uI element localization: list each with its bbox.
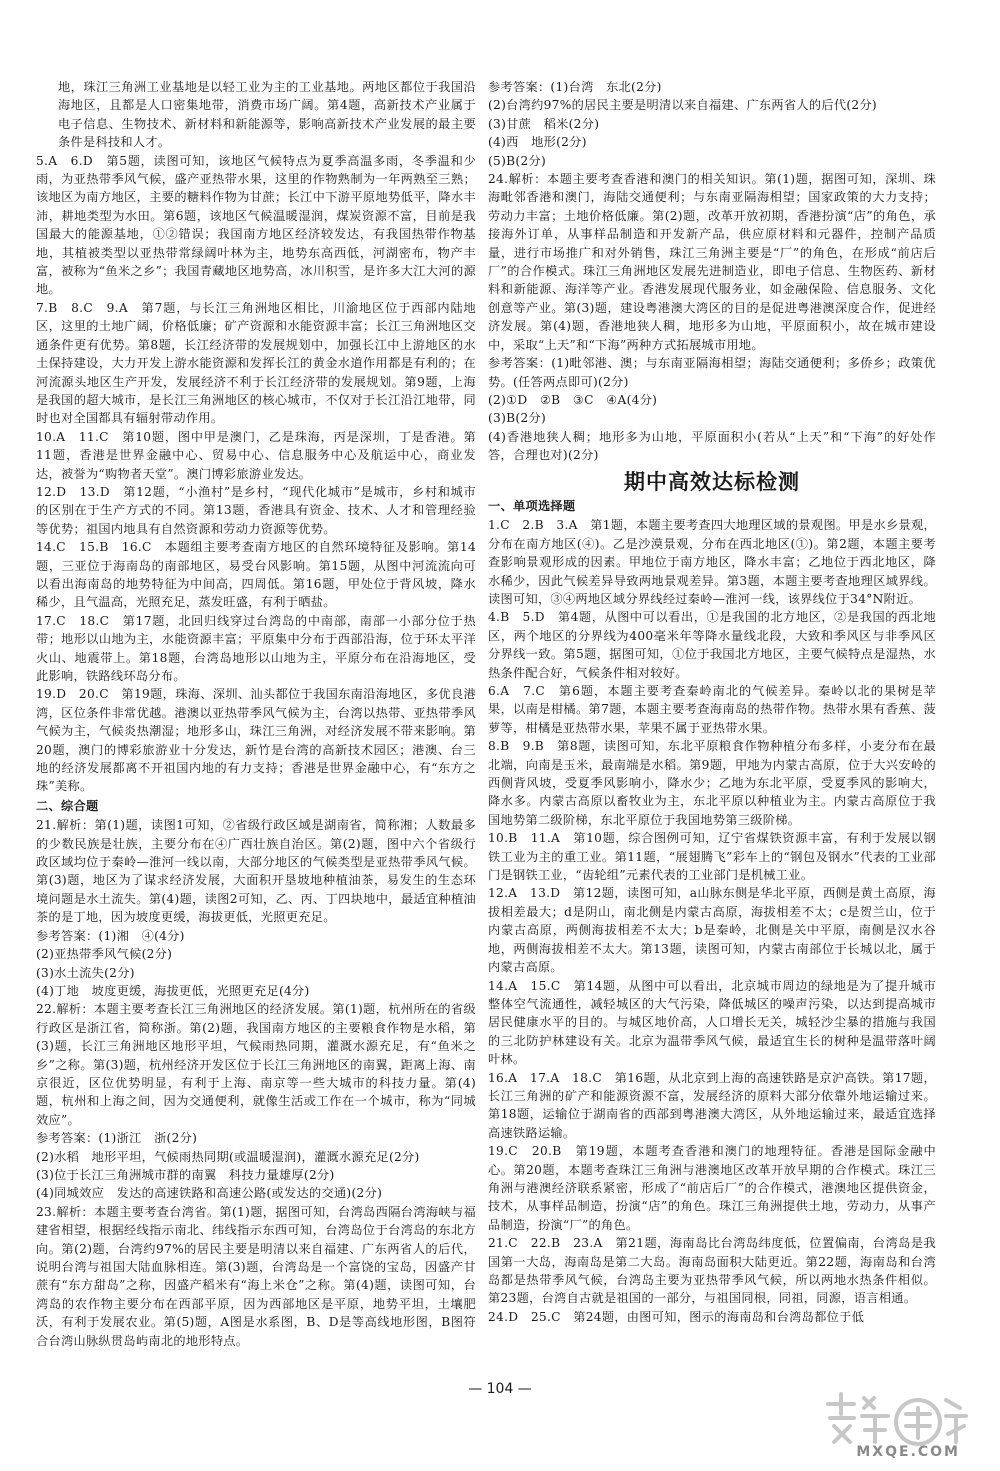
paragraph: 16.A 17.A 18.C 第16题，从北京到上海的高速铁路是京沪高铁。第17题，长江三角洲的矿产和能源资源不富，发展经济的原料大部分依靠外地运输过来。第18题，运输位于湖南省的西部到粤港澳大湾区，从外地运输过来，最适宜选择高速铁路运输。 bbox=[488, 1070, 936, 1140]
section-title: 期中高效达标检测 bbox=[624, 469, 800, 494]
paragraph: 14.C 15.B 16.C 本题组主要考查南方地区的自然环境特征及影响。第14题，三亚位于海南岛的南部地区，易受台风影响。第15题，从图中河流流向可以看出海南岛的地势特征为中间高，四周低。第16题，甲处位于背风坡，降水稀少，且气温高，光照充足，蒸发旺盛，有利于晒盐。 bbox=[36, 540, 476, 610]
paragraph: (3)位于长江三角洲城市群的南翼 科技力量雄厚(2分) bbox=[36, 1167, 335, 1182]
paragraph: 14.A 15.C 第14题，从图中可以看出，北京城市周边的绿地是为了提升城市整体空气流通性，减轻城区的大气污染，降低城区的噪声污染，以达到提高城市居民健康水平的目的。与城区地价高，人口增长无关，城轻沙尘暴的措施与我国的三北防护林建设有关。北京为温带季风气候，最适宜生长的树种是温带落叶阔叶林。 bbox=[488, 978, 936, 1067]
paragraph: 地，珠江三角洲工业基地是以轻工业为主的工业基地。两地区都位于我国沿海地区，且都是人口密集地带，消费市场广阔。第4题，高新技术产业属于电子信息、生物技术、新材料和新能源等，影响高新技术产业发展的最主要条件是科技和人才。 bbox=[58, 80, 476, 150]
paragraph: (4)丁地 坡度更缓，海拔更低，光照更充足(4分) bbox=[36, 983, 310, 998]
answer-line: 参考答案：(1)台湾 东北(2分) bbox=[488, 80, 662, 94]
paragraph: 24.解析：本题主要考查香港和澳门的相关知识。第(1)题，据图可知，深圳、珠海毗邻香港和澳门，海陆交通便利；与东南亚隔海相望；国家政策的大力支持；劳动力丰富；土地价格低廉。第(2)题，改革开放初期，香港扮演“店”的角色，承接海外订单，从事样品制造和开发新产品，供应原材料和元器件，控制产品质量，进行市场推广和对外销售，珠江三角洲主要是“厂”的角色，在形成“前店后厂”的合作模式。珠江三角洲地区发展先进制造业，即电子信息、生物医药、新材料和新能源、海洋等产业。香港发展现代服务业，如金融保险、信息服务、文化创意等产业。第(3)题，建设粤港澳大湾区的目的是促进粤港澳深度合作，促进经济发展。第(4)题，香港地狭人稠，地形多为山地，平原面积小，故在城市建设中，采取“上天”和“下海”两种方式拓展城市用地。 bbox=[488, 172, 936, 352]
right-column bbox=[488, 78, 936, 1326]
paragraph: (2)台湾约97%的居民主要是明清以来自福建、广东两省人的后代(2分) bbox=[488, 98, 877, 113]
section-heading: 二、综合题 bbox=[36, 798, 99, 813]
paragraph: 12.A 13.D 第12题，读图可知，a山脉东侧是华北平原，西侧是黄土高原，海拔相差最大；d是阴山，南北侧是内蒙古高原，海拔相差不太；c是贺兰山，位于内蒙古高原，两侧海拔相差不太大；b是秦岭，北侧是关中平原，南侧是汉水谷地，两侧海拔相差不太大。第13题，读图可知，内蒙古南部位于长城以北，属于内蒙古高原。 bbox=[488, 886, 936, 975]
paragraph: 6.A 7.C 第6题，本题主要考查秦岭南北的气候差异。秦岭以北的果树是苹果，以南是柑橘。第7题，本题主要考查海南岛的热带作物。热带水果有香蕉、菠萝等，柑橘是亚热带水果，苹果不属于亚热带水果。 bbox=[488, 684, 936, 735]
paragraph: 24.D 25.C 第24题，由图可知，图示的海南岛和台湾岛都位于低 bbox=[488, 1309, 865, 1324]
paragraph: 22.解析：本题主要考查长江三角洲地区的经济发展。第(1)题，杭州所在的省级行政区是浙江省，简称浙。第(2)题，我国南方地区的主要粮食作物是水稻，第(3)题，长江三角洲地区地形平坦，气候雨热同期，灌溉水源充足，有“鱼米之乡”之称。第(3)题，杭州经济开发区位于长江三角洲地区的南翼，距离上海、南京很近，区位优势明显，有利于上海、南京等一些大城市的科技力量。第(4)题，杭州和上海之间，因为交通便利，就像生活或工作在一个城市，称为“同城效应”。 bbox=[36, 1002, 476, 1127]
paragraph: 12.D 13.D 第12题，“小渔村”是乡村，“现代化城市”是城市，乡村和城市的区别在于生产方式的不同。第13题，香港具有资金、技术、人才和管理经验等优势；祖国内地具有自然资源和劳动力资源等优势。 bbox=[36, 484, 476, 536]
paragraph: (4)西 地形(2分) bbox=[488, 135, 587, 150]
paragraph: 8.B 9.B 第8题，读图可知，东北平原粮食作物种植分布多样，小麦分布在最北端，向南是玉米，最南端是水稻。第9题，甲地为内蒙古高原，位于大兴安岭的西侧背风坡，受夏季风影响小，降水少；乙地为东北平原，受夏季风的影响大，降水多。内蒙古高原以畜牧业为主，东北平原以种植业为主。内蒙古高原位于我国地势第二级阶梯，东北平原位于我国地势第三级阶梯。 bbox=[488, 739, 936, 827]
paragraph: 7.B 8.C 9.A 第7题，与长江三角洲地区相比，川渝地区位于西部内陆地区，这里的土地广阔，价格低廉；矿产资源和水能资源丰富；长江三角洲地区交通条件更有优势。第8题，长江经济带的发展规划中，加强长江中上游地区的水土保持建设，大力开发上游水能资源和发挥长江的黄金水道作用都是有利的；在河流源头地区生产开发，发展经济不利于长江经济带的发展规划。第9题，上海是我国的超大城市，是长江三角洲地区的核心城市，不仅对于长江沿江地带，同时也对全国都具有辐射带动作用。 bbox=[36, 300, 476, 426]
paragraph: (3)甘蔗 稻米(2分) bbox=[488, 116, 600, 131]
answer-line: 参考答案：(1)毗邻港、澳；与东南亚隔海相望；海陆交通便利；多侨乡；政策优势。(任答两点即可)(2分) bbox=[488, 356, 936, 389]
paragraph: 21.C 22.B 23.A 第21题，海南岛比台湾岛纬度低，位置偏南，台湾岛是我国第一大岛，海南岛是第二大岛。海南岛面积大陆更近。第22题，海南岛和台湾岛都是热带季风气候，台湾岛主要为亚热带季风气候，所以两地水热条件相似。第23题，台湾自古就是祖国的一部分，与祖国同根，同祖，同源，语言相通。 bbox=[488, 1236, 936, 1306]
page-number: — 104 — bbox=[468, 1381, 532, 1397]
paragraph: (3)B(2分) bbox=[488, 411, 547, 426]
paragraph: 17.C 18.C 第17题，北回归线穿过台湾岛的中南部，南部一小部分位于热带；地形以山地为主，水能资源丰富；平原集中分布于西部沿海，位于环太平洋火山、地震带上。第18题，台湾岛地形以山地为主，平原分布在沿海地区，受此影响，铁路线环岛分布。 bbox=[36, 613, 476, 683]
paragraph: 23.解析：本题主要考查台湾省。第(1)题，据图可知，台湾岛西隔台湾海峡与福建省相望，根据经线指示南北、纬线指示东西可知，台湾岛位于台湾岛的东北方向。第(2)题，台湾约97%的居民主要是明清以来自福建、广东两省人的后代，说明台湾与祖国大陆血脉相连。第(3)题，台湾岛是一个富饶的宝岛，因盛产甘蔗有“东方甜岛”之称，因盛产稻米有“海上米仓”之称。第(4)题，读图可知，台湾岛的农作物主要分布在西部平原，因为西部地区是平原，地势平坦，土壤肥沃，有利于发展农业。第(5)题，A图是水系图，B、D是等高线地形图，B图符合台湾山脉纵贯岛屿南北的地形特点。 bbox=[36, 1204, 476, 1348]
paragraph: (5)B(2分) bbox=[488, 153, 547, 168]
paragraph: (2)①D ②B ③C ④A(4分) bbox=[488, 392, 658, 407]
paragraph: (3)水土流失(2分) bbox=[36, 965, 135, 980]
paragraph: (4)同城效应 发达的高速铁路和高速公路(或发达的交通)(2分) bbox=[36, 1186, 383, 1201]
left-column bbox=[36, 78, 476, 1350]
paragraph: 19.C 20.B 第19题，本题考查香港和澳门的地理特征。香港是国际金融中心。第20题，本题考查珠江三角洲与港澳地区改革开放早期的合作模式。珠江三角洲与港澳经济联系紧密，形成了“前店后厂”的合作模式，港澳地区提供资金，技术，从事样品制造，扮演“店”的角色。珠江三角洲提供土地，劳动力，从事产品制造，扮演“厂”的角色。 bbox=[488, 1144, 936, 1232]
answer-line: 参考答案：(1)湘 ④(4分) bbox=[36, 928, 185, 943]
paragraph: 4.B 5.D 第4题，从图中可以看出，①是我国的北方地区，②是我国的西北地区，两个地区的分界线为400毫米年等降水量线北段，大致和季风区与非季风区分界线一致。第5题，据图可知，①位于我国北方地区，主要气候特点是湿热，水热条件配合好，气候条件相对较好。 bbox=[488, 610, 936, 680]
section-heading: 一、单项选择题 bbox=[488, 498, 576, 513]
paragraph: 1.C 2.B 3.A 第1题，本题主要考查四大地理区域的景观图。甲是水乡景观，分布在南方地区(④)。乙是沙漠景观，分布在西北地区(①)。第2题，本题主要考查影响景观形成的因素。甲地位于南方地区，降水丰富；乙地位于西北地区，降水稀少，因此气候差异导致两地景观差异。第3题，本题主要考查地理区域界线。读图可知，③④两地区域分界线经过秦岭—淮河一线，该界线位于34°N附近。 bbox=[488, 518, 936, 606]
watermark-text: MXQE.COM bbox=[856, 1444, 960, 1460]
paragraph: 5.A 6.D 第5题，读图可知，该地区气候特点为夏季高温多雨，冬季温和少雨，为亚热带季风气候，盛产亚热带水果，这里的作物熟制为一年两熟至三熟；该地区为南方地区，主要的糖料作物为甘蔗；长江中下游平原地势低平，降水丰沛，耕地类型为水田。第6题，该地区气候温暖湿润，煤炭资源不富，目前是我国最大的能源基地，①②错误；我国南方地区经济较发达，有我国热带作物基地，其植被类型以亚热带常绿阔叶林为主，地势东高西低，河湖密布，物产丰富，被称为“鱼米之乡”；我国青藏地区地势高，冰川积雪，是许多大江大河的源地。 bbox=[36, 153, 476, 297]
paragraph: 10.B 11.A 第10题，综合图例可知，辽宁省煤铁资源丰富，有利于发展以钢铁工业为主的重工业。第11题，“展翅腾飞”彩车上的“钢包及钢水”代表的工业部门是钢铁工业，“齿轮组”元素代表的工业部门是机械工业。 bbox=[488, 831, 936, 883]
paragraph: (4)香港地狭人稠；地形多为山地，平原面积小(若从“上天”和“下海”的好处作答，合理也对)(2分) bbox=[488, 429, 936, 463]
paragraph: 10.A 11.C 第10题，图中甲是澳门，乙是珠海，丙是深圳，丁是香港。第11题，香港是世界金融中心、贸易中心、信息服务中心及航运中心，商业发达，被誉为“购物者天堂”。澳门博彩旅游业发达。 bbox=[36, 429, 476, 481]
paragraph: 21.解析：第(1)题，读图1可知，②省级行政区域是湖南省，简称湘；人数最多的少数民族是壮族，主要分布在④广西壮族自治区。第(2)题，图中六个省级行政区域均位于秦岭—淮河一线以南，大部分地区的气候类型是亚热带季风气候。第(3)题，地区为了谋求经济发展，大面积开垦坡地种植油茶，易发生的生态环境问题是水土流失。第(4)题，读图2可知，乙、丙、丁四块地中，最适宜种植油茶的是丁地，因为坡度更缓，海拔更低，光照更充足。 bbox=[36, 818, 476, 925]
paragraph: (2)亚热带季风气候(2分) bbox=[36, 947, 173, 962]
paragraph: (2)水稻 地形平坦，气候雨热同期(或温暖湿润)，灌溉水源充足(2分) bbox=[36, 1149, 420, 1164]
answer-line: 参考答案：(1)浙江 浙(2分) bbox=[36, 1131, 198, 1146]
paragraph: 19.D 20.C 第19题，珠海、深圳、汕头都位于我国东南沿海地区，多优良港湾，区位条件非常优越。港澳以亚热带季风气候为主，台湾以热带、亚热带季风气候为主，气候炎热潮湿；地形多山，珠江三角洲，对经济发展不带来影响。第20题，澳门的博彩旅游业十分发达，新竹是台湾的高新技术园区；港澳、台三地的经济发展都离不开祖国内地的有力支持；香港是世界金融中心，有“东方之珠”美称。 bbox=[36, 687, 476, 794]
